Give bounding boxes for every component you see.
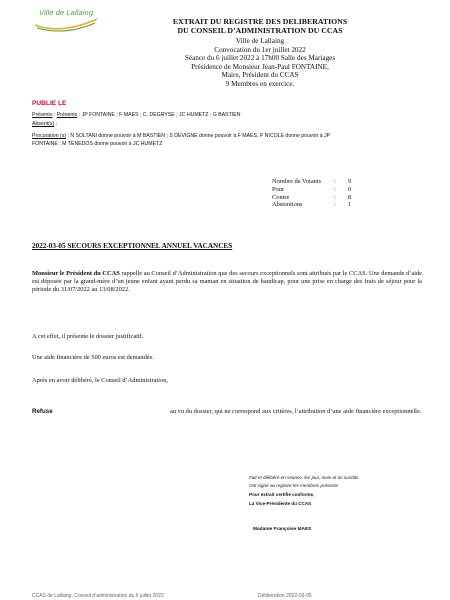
vote-row-abstentions: Abstentions : 1	[272, 201, 368, 209]
intro-bold: Monsieur le Président du CCAS	[32, 270, 120, 277]
header-membres: 9 Membres en exercice.	[225, 79, 295, 88]
refuse-text: au vu du dossier, qui ne correspond aux critères, l’attribution d’une aide financière exceptionnelle.	[170, 408, 422, 415]
register-title-line1: EXTRAIT DU REGISTRE DES DELIBERATIONS	[172, 17, 348, 26]
refuse-label: Refuse	[32, 408, 53, 415]
vote-row-pour: Pour : 0	[272, 186, 368, 194]
absents-line	[32, 121, 57, 129]
signature-role: La Vice-Présidente du CCAS	[249, 501, 312, 506]
presents-line: Présents : Présents : JP FONTAINE ; F MAES ; C. DEGRYSE ; JC HUMETZ ; G BASTIEN	[32, 112, 241, 118]
publie-le-label: PUBLIE LE	[32, 100, 67, 107]
vote-row-votants: Nombre de Votants : 9	[272, 178, 368, 186]
register-title-line2: DU CONSEIL D’ADMINISTRATION DU CCAS	[177, 26, 343, 35]
header-convocation: Convocation du 1er juillet 2022	[214, 45, 306, 54]
procuration-text-1: : N SOLTANI donne pouvoir à M BASTIEN ; S DEVIGNE donne pouvoir à F MAES, P NICOLE donne pouvoir à JP	[66, 133, 331, 139]
footer-left: CCAS de Lallaing. Conseil d’administration du 6 juillet 2022	[32, 593, 164, 599]
vote-value: 1	[348, 201, 352, 209]
votes-table	[272, 178, 368, 209]
intro-paragraph	[32, 270, 422, 293]
presents-label: Présents	[32, 112, 53, 118]
signature-certified: Pour extrait certifié conforme,	[249, 492, 315, 497]
vote-value: 9	[348, 178, 352, 185]
vote-value: 0	[348, 185, 352, 193]
presents-label-2: Présents	[56, 112, 78, 118]
ville-de-lallaing-logo	[31, 5, 101, 33]
apres-line: Après en avoir délibéré, le Conseil d’Administration,	[32, 377, 168, 384]
header-maire: Maire, Président du CCAS	[221, 71, 299, 79]
procuration-line-2: FONTAINE ; M TENEDOS donne pouvoir à JC HUMETZ	[32, 141, 163, 147]
header-city: Ville de Lallaing	[235, 37, 285, 45]
header-seance: Séance du 6 juillet 2022 à 17h00 Salle des Mariages	[184, 54, 336, 62]
signer-name: Madame Françoise MAES	[253, 527, 312, 532]
vote-value: 8	[348, 193, 352, 201]
intro-rest: rappelle au Conseil d’Administration que des secours exceptionnels sont attribués par le CCAS. Une demande d’aide est déposée par la grand-mère d’un jeune enfant ayant perdu sa maman en situation de handicap, pour une prise en charge des frais de séjour pour la période du 31/07/2022 au 13/08/2022.	[32, 270, 422, 293]
absents-list: :	[54, 121, 58, 127]
procuration-line-1	[32, 133, 330, 141]
signature-italic-2: Ont signé au registre les membres présents	[249, 483, 339, 488]
logo-text: Ville de Lallaing	[39, 8, 94, 17]
vote-row-contre: Contre : 8	[272, 194, 368, 202]
footer-right: Délibération 2022-03-05	[258, 593, 312, 599]
deliberation-title: 2022-03-05 SECOURS EXCEPTIONNEL ANNUEL VACANCES	[32, 242, 233, 250]
signature-italic-1: Fait et délibéré en séance, les jour, mois et an susdits	[249, 475, 359, 480]
aide-line: Une aide financière de 500 euros est demandée.	[32, 354, 155, 361]
header-presidence: Présidence de Monsieur Jean-Paul FONTAINE,	[191, 62, 329, 71]
absents-label: Absent(s)	[32, 121, 55, 127]
dossier-line: A cet effet, il présente le dossier justificatif.	[32, 333, 144, 340]
procuration-label: Procuration (s)	[32, 133, 67, 139]
presents-list: : JP FONTAINE ; F MAES ; C. DEGRYSE ; JC HUMETZ ; G BASTIEN	[77, 112, 241, 118]
